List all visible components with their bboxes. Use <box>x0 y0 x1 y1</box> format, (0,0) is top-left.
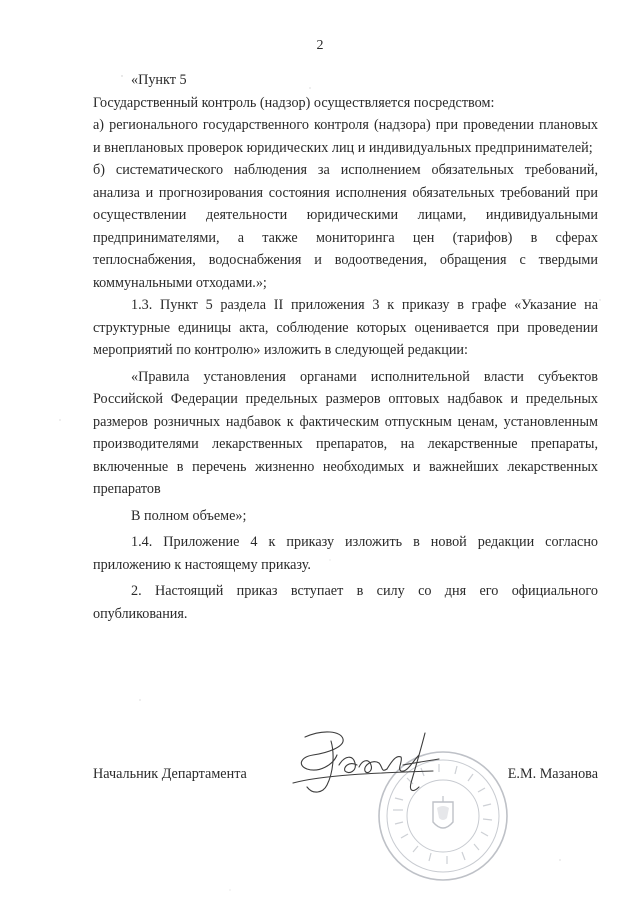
paragraph-item-a: а) регионального государственного контроля (надзора) при проведении плановых и внеплановых проверок юридических лиц и индивидуальных предпринимателей; <box>93 117 598 156</box>
paragraph-item-b: б) систематического наблюдения за исполнением обязательных требований, анализа и прогнозирования состояния исполнения обязательных требований при осуществлении деятельности юридическими лицами, индивидуальными предпринимателями, а также мониторинга цен (тарифов) в сферах теплоснабжения, водоснабжения и водоотведения, обращения с твердыми коммунальными отходами.»; <box>93 162 598 291</box>
paragraph-control-intro: Государственный контроль (надзор) осуществляется посредством: <box>93 94 495 111</box>
paragraph-rules-quote: «Правила установления органами исполнительной власти субъектов Российской Федерации предельных размеров оптовых надбавок и предельных размеров розничных надбавок к фактическим отпускным ценам, установленным производителями лекарственных препаратов, на лекарственные препараты, включенные в перечень жизненно необходимых и важнейших лекарственных препаратов <box>93 368 598 497</box>
handwritten-signature <box>283 725 463 805</box>
paragraph-1-4: 1.4. Приложение 4 к приказу изложить в новой редакции согласно приложению к настоящему приказу. <box>93 534 598 573</box>
paragraph-full-scope: В полном объеме»; <box>131 507 247 524</box>
paragraph-1-3: 1.3. Пункт 5 раздела II приложения 3 к приказу в графе «Указание на структурные единицы акта, соблюдение которых оценивается при проведении мероприятий по контролю» изложить в следующей редакции: <box>93 297 598 358</box>
page-number: 2 <box>316 38 324 53</box>
paragraph-item-heading: «Пункт 5 <box>131 72 187 88</box>
signatory-title: Начальник Департамента <box>93 766 247 782</box>
signatory-name: Е.М. Мазанова <box>507 766 598 782</box>
paragraph-2: 2. Настоящий приказ вступает в силу со дня его официального опубликования. <box>93 583 598 622</box>
document-body <box>93 69 598 625</box>
